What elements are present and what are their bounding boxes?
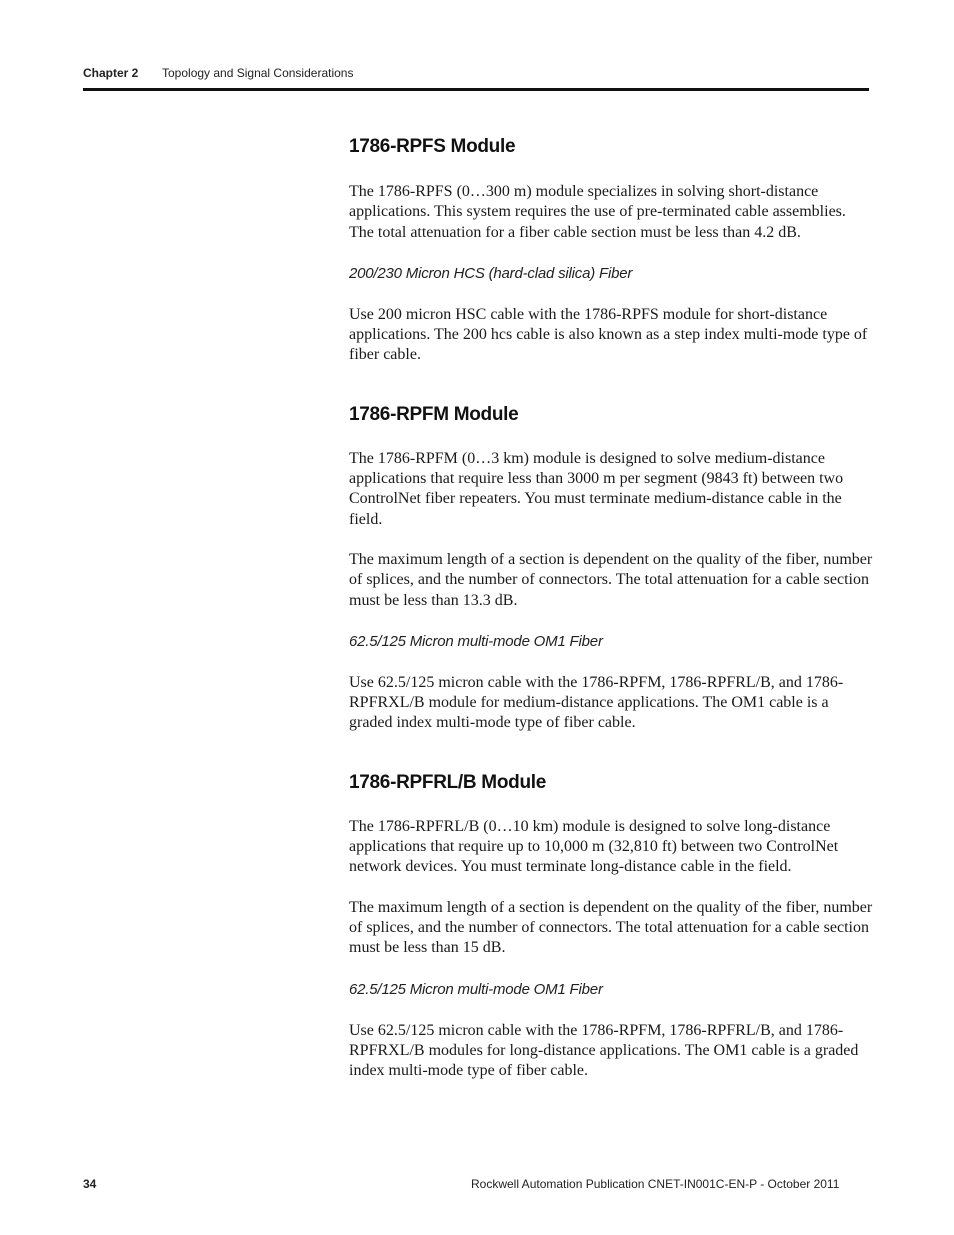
paragraph: Use 62.5/125 micron cable with the 1786-RPFM, 1786-RPFRL/B, and 1786-RPFRXL/B modules for long-distance applications. The OM1 cable is a graded index multi-mode type of fiber cable. [349,1021,859,1080]
section-heading-rpfrl: 1786-RPFRL/B Module [349,771,546,793]
paragraph: The maximum length of a section is dependent on the quality of the fiber, number of splices, and the number of connectors. The total attenuation for a cable section must be less than 13.3 dB. [349,550,873,609]
section-heading-rpfs: 1786-RPFS Module [349,136,516,157]
subsection-heading-om1-fiber: 62.5/125 Micron multi-mode OM1 Fiber [349,980,603,998]
chapter-title: Topology and Signal Considerations [162,66,354,80]
paragraph: The maximum length of a section is dependent on the quality of the fiber, number of splices, and the number of connectors. The total attenuation for a cable section must be less than 15 dB. [349,898,873,957]
paragraph: The 1786-RPFRL/B (0…10 km) module is designed to solve long-distance applications that require up to 10,000 m (32,810 ft) between two ControlNet network devices. You must terminate long-distance cable in the field. [349,817,839,876]
header-divider [83,88,869,91]
chapter-label: Chapter 2 [83,66,139,80]
page-content [349,134,874,1081]
paragraph: The 1786-RPFM (0…3 km) module is designed to solve medium-distance applications that require less than 3000 m per segment (9843 ft) between two ControlNet fiber repeaters. You must terminate medium-distance cable in the field. [349,449,844,528]
publication-info: Rockwell Automation Publication CNET-IN001C-EN-P - October 2011 [471,1177,840,1191]
paragraph: Use 62.5/125 micron cable with the 1786-RPFM, 1786-RPFRL/B, and 1786-RPFRXL/B module for medium-distance applications. The OM1 cable is a graded index multi-mode type of fiber cable. [349,673,844,732]
section-heading-rpfm: 1786-RPFM Module [349,403,519,425]
page-number: 34 [83,1177,97,1191]
paragraph: Use 200 micron HSC cable with the 1786-RPFS module for short-distance applications. The 200 hcs cable is also known as a step index multi-mode type of fiber cable. [349,305,868,364]
running-header [83,66,353,80]
subsection-heading-om1-fiber: 62.5/125 Micron multi-mode OM1 Fiber [349,632,603,650]
subsection-heading-hcs-fiber: 200/230 Micron HCS (hard-clad silica) Fiber [349,264,633,282]
paragraph: The 1786-RPFS (0…300 m) module specializes in solving short-distance applications. This system requires the use of pre-terminated cable assemblies. The total attenuation for a fiber cable section must be less than 4.2 dB. [349,183,846,241]
